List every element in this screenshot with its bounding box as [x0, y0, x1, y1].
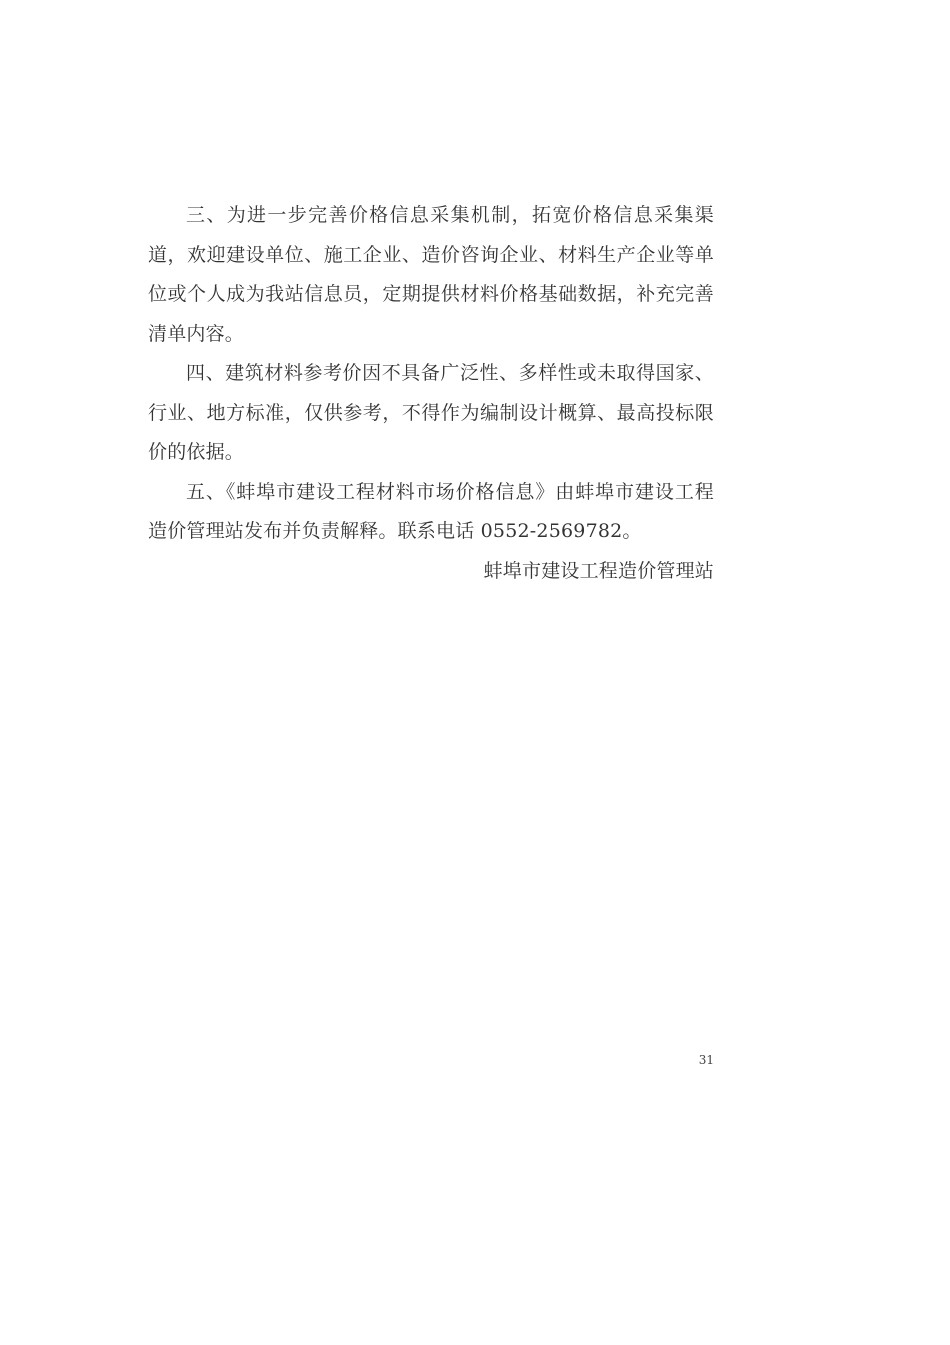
- document-body: [148, 196, 714, 591]
- issuer-signature: 蚌埠市建设工程造价管理站: [483, 559, 714, 582]
- page-number: 31: [698, 1053, 714, 1067]
- paragraph-item-3: 三、为进一步完善价格信息采集机制，拓宽价格信息采集渠道，欢迎建设单位、施工企业、造价咨询企业、材料生产企业等单位或个人成为我站信息员，定期提供材料价格基础数据，补充完善清单内容。: [148, 204, 714, 345]
- paragraph-item-5: 五、《蚌埠市建设工程材料市场价格信息》由蚌埠市建设工程造价管理站发布并负责解释。联系电话 0552-2569782。: [148, 480, 714, 542]
- paragraph-item-4: 四、建筑材料参考价因不具备广泛性、多样性或未取得国家、行业、地方标准，仅供参考，不得作为编制设计概算、最高投标限价的依据。: [148, 362, 714, 463]
